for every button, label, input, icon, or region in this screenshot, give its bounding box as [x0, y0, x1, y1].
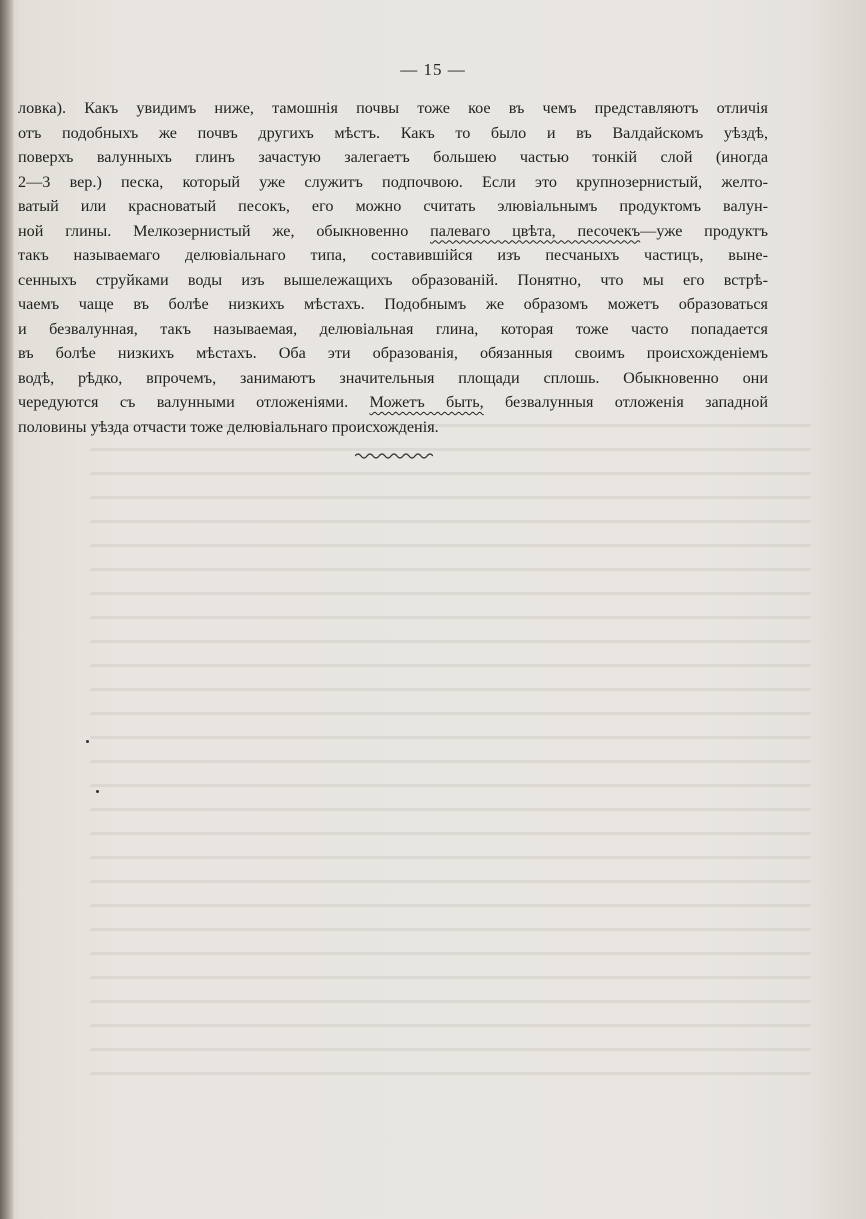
text-line: [18, 390, 768, 415]
text-segment: безвалунныя отложенія западной: [483, 393, 768, 411]
text-line: въ болѣе низкихъ мѣстахъ. Оба эти образованія, обязанныя своимъ происхожденіемъ: [18, 344, 768, 362]
binding-edge: [0, 0, 14, 1219]
text-line: такъ называемаго делювіальнаго типа, составившійся изъ песчаныхъ частицъ, выне-: [18, 246, 768, 264]
text-line: поверхъ валунныхъ глинъ зачастую залегаетъ большею частью тонкій слой (иногда: [18, 148, 768, 166]
page-number: — 15 —: [400, 60, 466, 79]
text-line: сенныхъ струйками воды изъ вышележащихъ образованій. Понятно, что мы его встрѣ-: [18, 270, 768, 289]
text-line: 2—3 вер.) песка, который уже служитъ подпочвою. Если это крупнозернистый, желто-: [18, 172, 768, 191]
underlined-phrase: палеваго цвѣта, песочекъ: [430, 221, 641, 240]
ink-speck: [86, 740, 89, 743]
page-shadow: [806, 0, 866, 1219]
show-through-text: [90, 410, 810, 1090]
ink-speck: [96, 790, 99, 793]
text-line: ловка). Какъ увидимъ ниже, тамошнія почвы тоже кое въ чемъ представляютъ отличія: [18, 99, 768, 117]
text-segment: —уже продуктъ: [640, 221, 768, 240]
text-segment: ной глины. Мелкозернистый же, обыкновенно: [18, 221, 431, 240]
text-line: [18, 219, 768, 244]
text-line: и безвалунная, такъ называемая, делювіальная глина, которая тоже часто попадается: [18, 319, 768, 338]
text-segment: чередуются съ валунными отложеніями.: [18, 393, 370, 411]
body-paragraph: [18, 96, 768, 439]
text-line: ватый или красноватый песокъ, его можно считать элювіальнымъ продуктомъ валун-: [18, 197, 768, 215]
text-line: отъ подобныхъ же почвъ другихъ мѣстъ. Какъ то было и въ Валдайскомъ уѣздѣ,: [18, 123, 768, 142]
wavy-divider: [355, 451, 433, 461]
text-line: чаемъ чаще въ болѣе низкихъ мѣстахъ. Подобнымъ же образомъ можетъ образоваться: [18, 295, 768, 313]
underlined-phrase: Можетъ быть,: [369, 393, 484, 411]
text-line: половины уѣзда отчасти тоже делювіальнаго происхожденія.: [18, 417, 439, 436]
text-line: водѣ, рѣдко, впрочемъ, занимаютъ значительныя площади сплошь. Обыкновенно они: [18, 368, 768, 387]
